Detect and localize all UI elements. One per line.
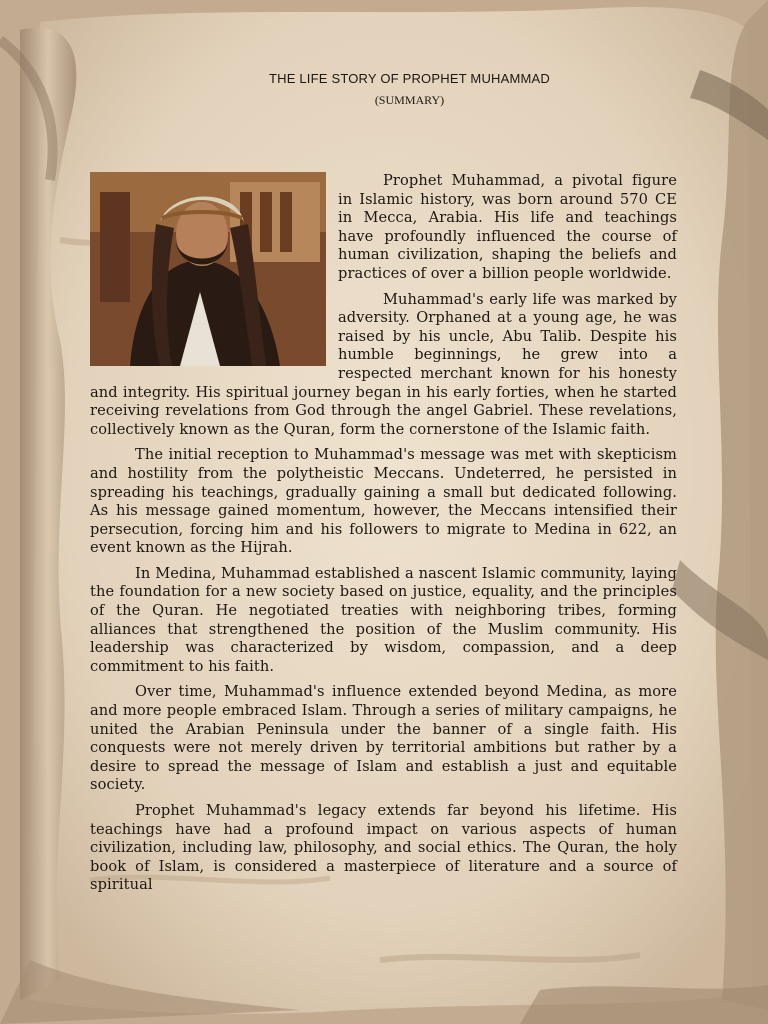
paragraph-4: In Medina, Muhammad established a nascent Islamic community, laying the foundation for a new society based on justice, equality, and the principles of the Quran. He negotiated treaties with neighboring tribes, forming alliances that strengthened the position of the Muslim community. His leadership was characterized by wisdom, compassion, and a deep commitment to his faith. (90, 564, 677, 675)
paragraph-1: Prophet Muhammad, a pivotal figure in Islamic history, was born around 570 CE in Mecca, Arabia. His life and teachings have profoundly influenced the course of human civilization, shaping the beliefs and practices of over a billion people worldwide. (338, 172, 677, 282)
paragraph-6: Prophet Muhammad's legacy extends far beyond his lifetime. His teachings have had a profound impact on various aspects of human civilization, including law, philosophy, and social ethics. The Quran, the holy book of Islam, is considered a masterpiece of literature and a source of spiritual (90, 802, 677, 894)
portrait-image (90, 172, 326, 366)
paragraph-5: Over time, Muhammad's influence extended beyond Medina, as more and more people embraced Islam. Through a series of military campaigns, he united the Arabian Peninsula under the banner of a single faith. His conquests were not merely driven by territorial ambitions but rather by a desire to spread the message of Islam and establish a just and equitable society. (90, 683, 677, 794)
paragraph-2: Muhammad's early life was marked by adversity. Orphaned at a young age, he was raised by his uncle, Abu Talib. Despite his humble beginnings, he grew into a respected merchant known for his honesty and integrity. His spiritual journey began in his early forties, when he started receiving revelations from God through the angel Gabriel. These revelations, collectively known as the Quran, form the cornerstone of the Islamic faith. (90, 290, 677, 438)
paragraph-3: The initial reception to Muhammad's message was met with skepticism and hostility from the polytheistic Meccans. Undeterred, he persisted in spreading his teachings, gradually gaining a small but dedicated following. As his message gained momentum, however, the Meccans intensified their persecution, forcing him and his followers to migrate to Medina in 622, an event known as the Hijrah. (90, 446, 677, 557)
document-subtitle: (SUMMARY) (374, 93, 445, 107)
document-page (90, 68, 677, 902)
document-title: THE LIFE STORY OF PROPHET MUHAMMAD (268, 71, 551, 86)
